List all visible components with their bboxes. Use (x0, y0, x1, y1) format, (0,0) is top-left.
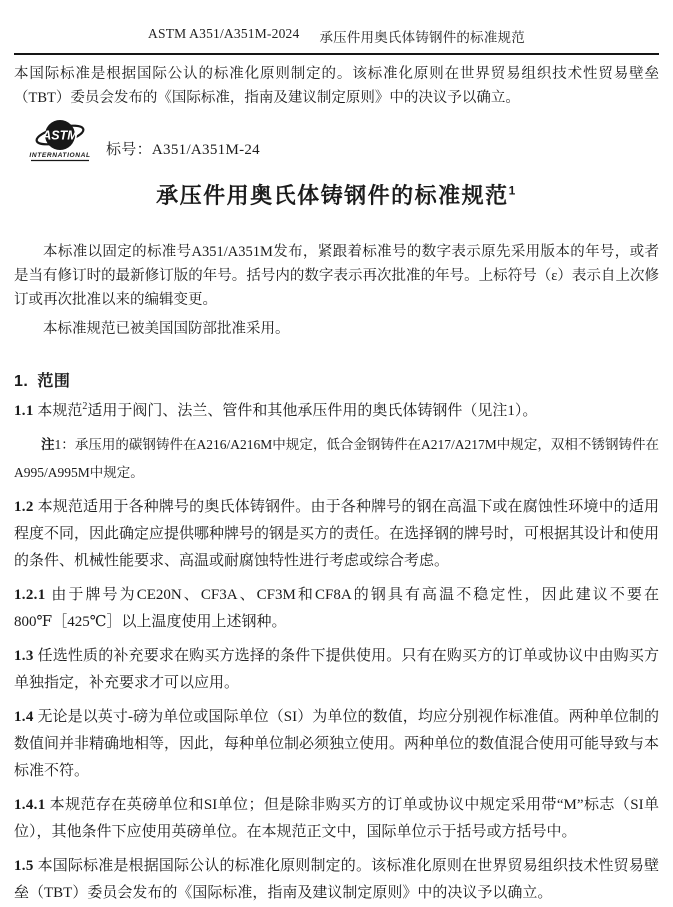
clause-1-1-text: 适用于阀门、法兰、管件和其他承压件用的奥氏体铸钢件（见注1）。 (87, 403, 538, 420)
clause-1-2-1-text: 由于牌号为CE20N、CF3A、CF3M和CF8A的钢具有高温不稳定性，因此建议不要在800℉［425℃］以上温度使用上述钢种。 (14, 586, 660, 630)
section-1-heading (14, 368, 659, 391)
clause-1-1-number: 1.1 (14, 403, 34, 420)
dod-adoption-note: 本标准规范已被美国国防部批准采用。 (43, 321, 290, 338)
clause-1-2-1 (14, 582, 659, 636)
designation-label: 标号： (106, 142, 152, 159)
note-1-label: 注 (41, 437, 55, 453)
clause-1-2-1-number: 1.2.1 (14, 586, 46, 603)
clause-1-5-text: 本国际标准是根据国际公认的标准化原则制定的。该标准化原则在世界贸易组织技术性贸易壁垒（TBT）委员会发布的《国际标准，指南及建议制定原则》中的决议予以确立。 (14, 857, 660, 901)
clause-1-1-text-pre: 本规范 (37, 403, 83, 420)
clause-1-5-number: 1.5 (14, 857, 34, 874)
note-1-text: 承压用的碳钢铸件在A216/A216M中规定，低合金钢铸件在A217/A217M中规定，双相不锈钢铸件在A995/A995M中规定。 (14, 437, 660, 481)
clause-1-3-number: 1.3 (14, 647, 34, 664)
astm-logo-icon (24, 118, 94, 164)
masthead (24, 118, 659, 164)
title-footnote-ref: 1 (508, 183, 517, 198)
issuance-note: 本标准以固定的标准号A351/A351M发布，紧跟着标准号的数字表示原先采用版本的年号，或者是当有修订时的最新修订版的年号。括号内的数字表示再次批准的年号。上标符号（ε）表示自上次修订或再次批准以来的编辑变更。 (14, 244, 659, 309)
clause-1-4-1-text: 本规范存在英磅单位和SI单位；但是除非购买方的订单或协议中规定采用带“M”标志（SI单位），其他条件下应使用英磅单位。在本规范正文中，国际单位示于括号或方括号中。 (14, 796, 659, 840)
clause-1-2-number: 1.2 (14, 498, 34, 515)
note-1-label-number: 1： (54, 437, 75, 453)
tbt-statement: 本国际标准是根据国际公认的标准化原则制定的。该标准化原则在世界贸易组织技术性贸易壁垒（TBT）委员会发布的《国际标准，指南及建议制定原则》中的决议予以确立。 (14, 66, 659, 107)
header-standard-number: ASTM A351/A351M-2024 (148, 26, 300, 41)
designation-value: A351/A351M-24 (151, 142, 260, 159)
clause-1-4 (14, 704, 659, 785)
clause-1-1-footnote-ref: 2 (82, 401, 88, 413)
clause-1-2-text: 本规范适用于各种牌号的奥氏体铸钢件。由于各种牌号的钢在高温下或在腐蚀性环境中的适用程度不同，因此确定应提供哪种牌号的钢是买方的责任。在选择钢的牌号时，可根据其设计和使用的条件、机械性能要求、高温或耐腐蚀特性进行考虑或综合考虑。 (14, 498, 660, 569)
document-title-text: 承压件用奥氏体铸钢件的标准规范 (156, 183, 509, 209)
clause-1-4-text: 无论是以英寸-磅为单位或国际单位（SI）为单位的数值，均应分别视作标准值。两种单位制的数值间并非精确地相等，因此，每种单位制必须独立使用。两种单位的数值混合使用可能导致与本标准不符。 (14, 708, 660, 779)
designation (106, 138, 260, 164)
section-1-number: 1. (14, 373, 29, 391)
section-1-title: 范围 (37, 373, 71, 391)
note-1 (14, 431, 659, 486)
clause-1-3 (14, 643, 659, 697)
clause-1-1 (14, 398, 659, 425)
clause-1-3-text: 任选性质的补充要求在购买方选择的条件下提供使用。只有在购买方的订单或协议中由购买方单独指定，补充要求才可以应用。 (14, 647, 660, 691)
clause-1-5 (14, 853, 659, 907)
clause-1-4-number: 1.4 (14, 708, 34, 725)
page-running-header (14, 26, 659, 55)
header-title: 承压件用奥氏体铸钢件的标准规范 (319, 30, 525, 45)
clause-1-2 (14, 494, 659, 575)
clause-1-4-1-number: 1.4.1 (14, 796, 46, 813)
clause-1-4-1 (14, 792, 659, 846)
logo-international-text: INTERNATIONAL (29, 152, 91, 160)
document-title (14, 179, 659, 210)
logo-astm-text: ASTM (42, 128, 78, 143)
